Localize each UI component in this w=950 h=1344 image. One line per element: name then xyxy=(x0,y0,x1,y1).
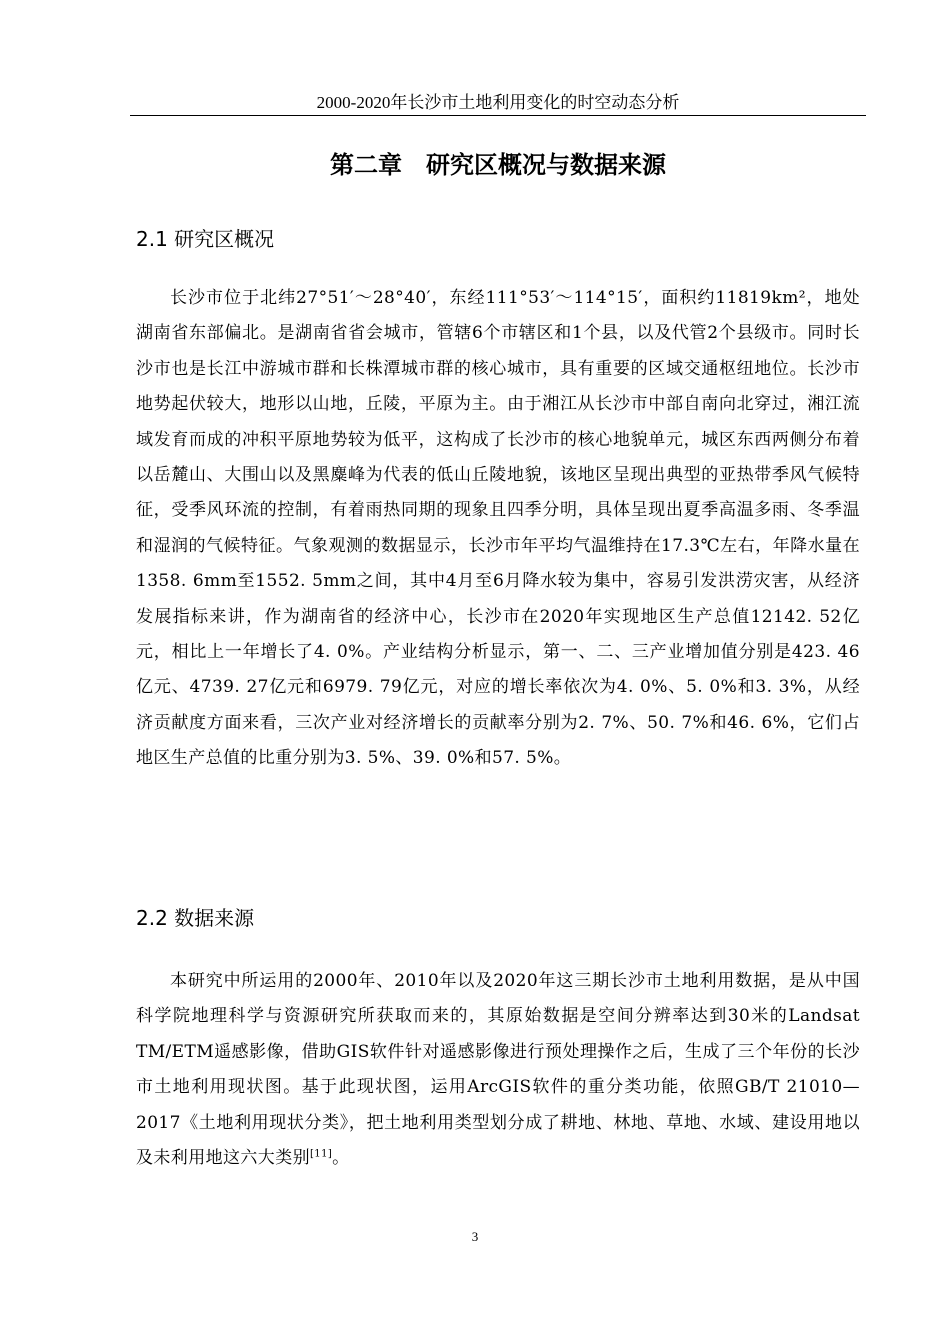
running-header: 2000-2020年长沙市土地利用变化的时空动态分析 xyxy=(316,93,680,112)
section-2-2-paragraph xyxy=(136,964,860,1176)
chapter-title: 第二章 研究区概况与数据来源 xyxy=(330,151,666,179)
section-heading-2-2: 2.2 数据来源 xyxy=(136,906,255,930)
header-rule xyxy=(130,115,866,116)
section-heading-2-1: 2.1 研究区概况 xyxy=(136,227,275,251)
section-2-2-text: 本研究中所运用的2000年、2010年以及2020年这三期长沙市土地利用数据，是从中国科学院地理科学与资源研究所获取而来的，其原始数据是空间分辨率达到30米的Landsat TM/ETM遥感影像，借助GIS软件针对遥感影像进行预处理操作之后，生成了三个年份的长沙市土地利用现状图。基于此现状图，运用ArcGIS软件的重分类功能，依照GB/T 21010—2017《土地利用现状分类》，把土地利用类型划分成了耕地、林地、草地、水域、建设用地以及未利用地这六大类别 xyxy=(136,971,860,1169)
citation-reference[interactable]: [11] xyxy=(310,1148,333,1160)
page-number: 3 xyxy=(471,1229,479,1244)
section-2-1-paragraph: 长沙市位于北纬27°51′～28°40′，东经111°53′～114°15′，面积约11819km²，地处湖南省东部偏北。是湖南省省会城市，管辖6个市辖区和1个县，以及代管2个县级市。同时长沙市也是长江中游城市群和长株潭城市群的核心城市，具有重要的区域交通枢纽地位。长沙市地势起伏较大，地形以山地，丘陵，平原为主。由于湘江从长沙市中部自南向北穿过，湘江流域发育而成的冲积平原地势较为低平，这构成了长沙市的核心地貌单元，城区东西两侧分布着以岳麓山、大围山以及黑麋峰为代表的低山丘陵地貌，该地区呈现出典型的亚热带季风气候特征，受季风环流的控制，有着雨热同期的现象且四季分明，具体呈现出夏季高温多雨、冬季温和湿润的气候特征。气象观测的数据显示，长沙市年平均气温维持在17.3℃左右，年降水量在1358. 6mm至1552. 5mm之间，其中4月至6月降水较为集中，容易引发洪涝灾害，从经济发展指标来讲，作为湖南省的经济中心，长沙市在2020年实现地区生产总值12142. 52亿元，相比上一年增长了4. 0%。产业结构分析显示，第一、二、三产业增加值分别是423. 46亿元、4739. 27亿元和6979. 79亿元，对应的增长率依次为4. 0%、5. 0%和3. 3%，从经济贡献度方面来看，三次产业对经济增长的贡献率分别为2. 7%、50. 7%和46. 6%，它们占地区生产总值的比重分别为3. 5%、39. 0%和57. 5%。 xyxy=(136,288,861,769)
section-2-2-ending: 。 xyxy=(332,1148,350,1169)
